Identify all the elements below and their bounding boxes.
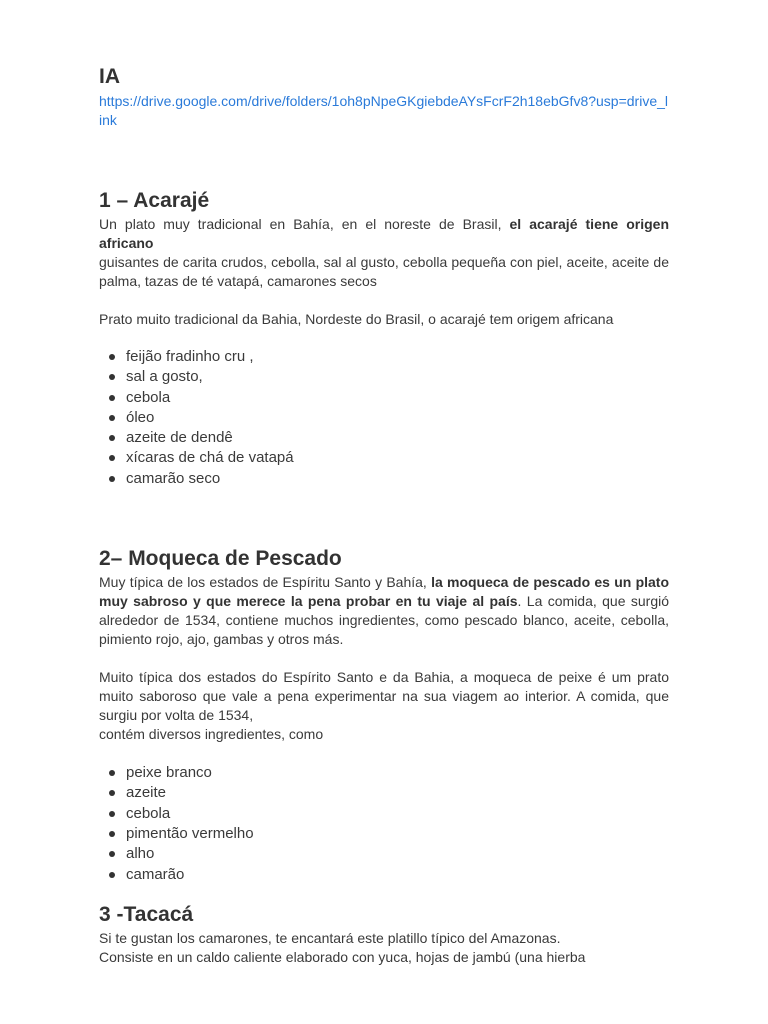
list-item: cebola bbox=[126, 804, 669, 824]
list-item: camarão seco bbox=[126, 469, 669, 489]
section-heading-tacaca: 3 -Tacacá bbox=[99, 902, 194, 926]
bold-phrase: el acarajé tiene origen africano bbox=[99, 216, 669, 251]
list-item: azeite de dendê bbox=[126, 428, 669, 448]
paragraph-es-tacaca: Si te gustan los camarones, te encantará este platillo típico del Amazonas. Consiste en un caldo caliente elaborado con yuca, hojas de jambú (una hierba bbox=[99, 929, 586, 965]
drive-link[interactable]: https://drive.google.com/drive/folders/1oh8pNpeGKgiebdeAYsFcrF2h18ebGfv8?usp=drive_link bbox=[99, 93, 669, 128]
paragraph-pt-acaraje: Prato muito tradicional da Bahia, Nordeste do Brasil, o acarajé tem origem africana bbox=[99, 311, 614, 327]
document-content bbox=[99, 62, 669, 967]
list-item: pimentão vermelho bbox=[126, 824, 669, 844]
bold-phrase: la moqueca de pescado es un plato muy sabroso y que merece la pena probar en tu viaje al país bbox=[99, 574, 670, 610]
list-item: óleo bbox=[126, 408, 669, 428]
list-item: cebola bbox=[126, 388, 669, 408]
list-item: alho bbox=[126, 844, 669, 864]
paragraph-es-moqueca: Muy típica de los estados de Espíritu Santo y Bahía, la moqueca de pescado es un plato muy sabroso y que merece la pena probar en tu viaje al país. La comida, que surgió alrededor de 1534, contiene muchos ingredientes, como pescado blanco, aceite, cebolla, pimiento rojo, ajo, gambas y otros más. bbox=[99, 574, 670, 648]
section-heading-moqueca: 2– Moqueca de Pescado bbox=[99, 547, 342, 571]
section-heading-acaraje: 1 – Acarajé bbox=[99, 189, 210, 212]
ingredient-list-acaraje bbox=[99, 347, 669, 489]
document-title: IA bbox=[99, 65, 120, 88]
list-item: peixe branco bbox=[126, 763, 669, 783]
paragraph-es-acaraje: Un plato muy tradicional en Bahía, en el noreste de Brasil, el acarajé tiene origen africano guisantes de carita crudos, cebolla, sal al gusto, cebolla pequeña con piel, aceite, aceite de palma, tazas de té vatapá, camarones secos bbox=[99, 216, 669, 289]
list-item: feijão fradinho cru , bbox=[126, 347, 669, 367]
list-item: camarão bbox=[126, 865, 669, 885]
paragraph-pt-moqueca: Muito típica dos estados do Espírito Santo e da Bahia, a moqueca de peixe é um prato muito saboroso que vale a pena experimentar na sua viagem ao interior. A comida, que surgiu por volta de 1534, contém diversos ingredientes, como bbox=[99, 669, 669, 743]
list-item: xícaras de chá de vatapá bbox=[126, 448, 669, 468]
list-item: sal a gosto, bbox=[126, 367, 669, 387]
list-item: azeite bbox=[126, 783, 669, 803]
ingredient-list-moqueca bbox=[99, 763, 669, 885]
